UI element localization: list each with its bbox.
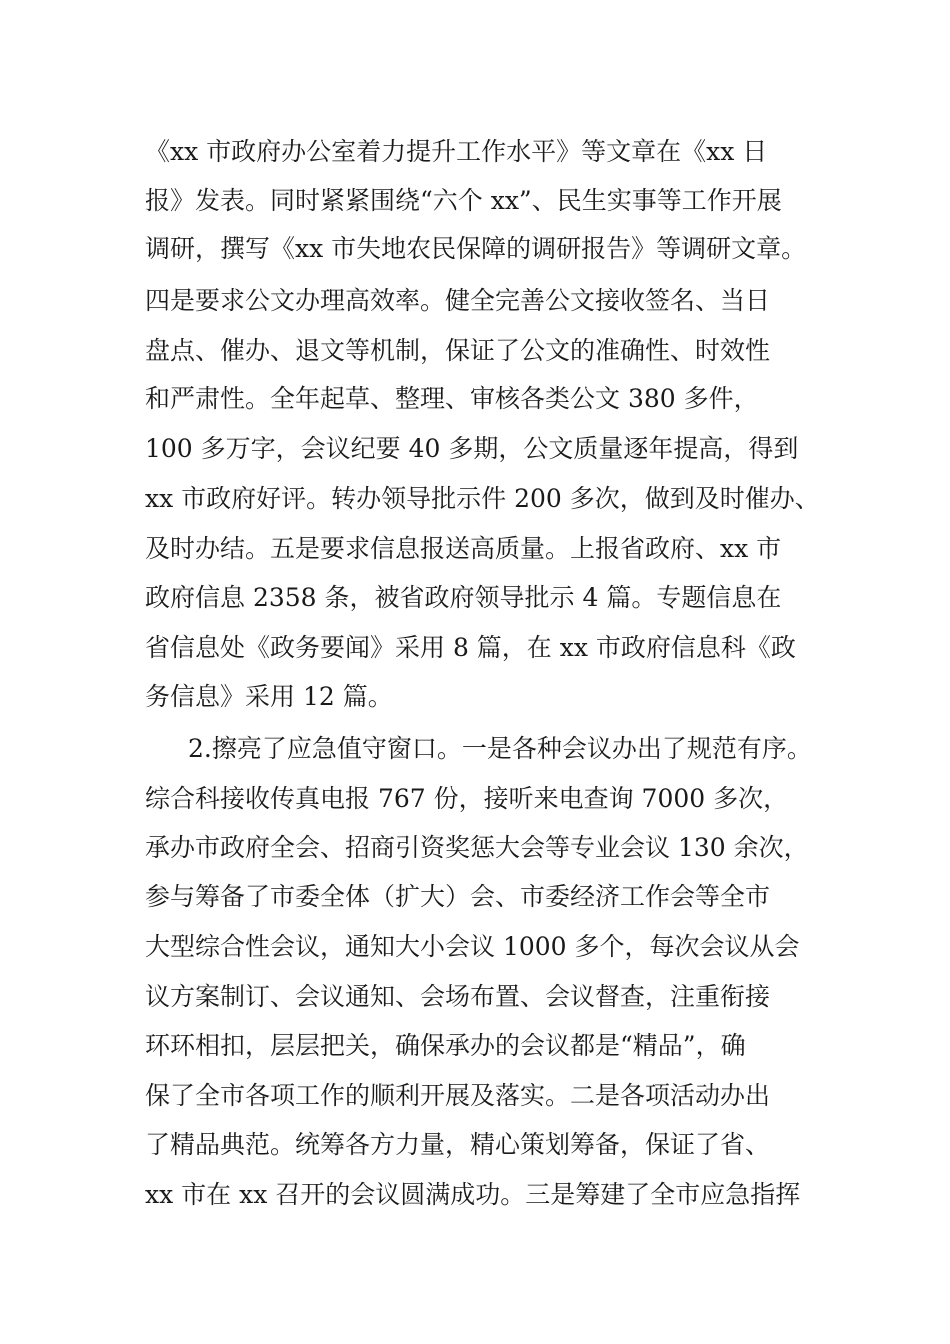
text-line: 2.擦亮了应急值守窗口。一是各种会议办出了规范有序。 [188,734,812,763]
text-line: 综合科接收传真电报 767 份，接听来电查询 7000 多次， [145,784,789,813]
text-line: 及时办结。五是要求信息报送高质量。上报省政府、xx 市 [145,534,782,563]
text-line: 四是要求公文办理高效率。健全完善公文接收签名、当日 [145,286,771,315]
text-line: 调研，撰写《xx 市失地农民保障的调研报告》等调研文章。 [145,234,807,263]
text-line: xx 市政府好评。转办领导批示件 200 多次，做到及时催办、 [145,484,820,513]
text-line: 务信息》采用 12 篇。 [145,682,393,711]
text-line: 盘点、催办、退文等机制，保证了公文的准确性、时效性 [145,336,771,365]
text-line: 承办市政府全会、招商引资奖惩大会等专业会议 130 余次， [145,833,809,862]
text-line: 政府信息 2358 条，被省政府领导批示 4 篇。专题信息在 [145,583,782,612]
text-line: 和严肃性。全年起草、整理、审核各类公文 380 多件， [145,384,759,413]
text-line: 参与筹备了市委全体（扩大）会、市委经济工作会等全市 [145,882,771,911]
text-line: 保了全市各项工作的顺利开展及落实。二是各项活动办出 [145,1081,771,1110]
text-line: 环环相扣，层层把关，确保承办的会议都是“精品”，确 [145,1031,746,1060]
text-line: 大型综合性会议，通知大小会议 1000 多个，每次会议从会 [145,932,800,961]
text-line: 省信息处《政务要闻》采用 8 篇，在 xx 市政府信息科《政 [145,633,796,662]
text-line: 报》发表。同时紧紧围绕“六个 xx”、民生实事等工作开展 [145,186,782,215]
text-line: xx 市在 xx 召开的会议圆满成功。三是筹建了全市应急指挥 [145,1180,801,1209]
text-line: 100 多万字，会议纪要 40 多期，公文质量逐年提高，得到 [145,434,799,463]
text-line: 了精品典范。统筹各方力量，精心策划筹备，保证了省、 [145,1130,771,1159]
text-line: 《xx 市政府办公室着力提升工作水平》等文章在《xx 日 [145,137,768,166]
text-line: 议方案制订、会议通知、会场布置、会议督查，注重衔接 [145,982,771,1011]
